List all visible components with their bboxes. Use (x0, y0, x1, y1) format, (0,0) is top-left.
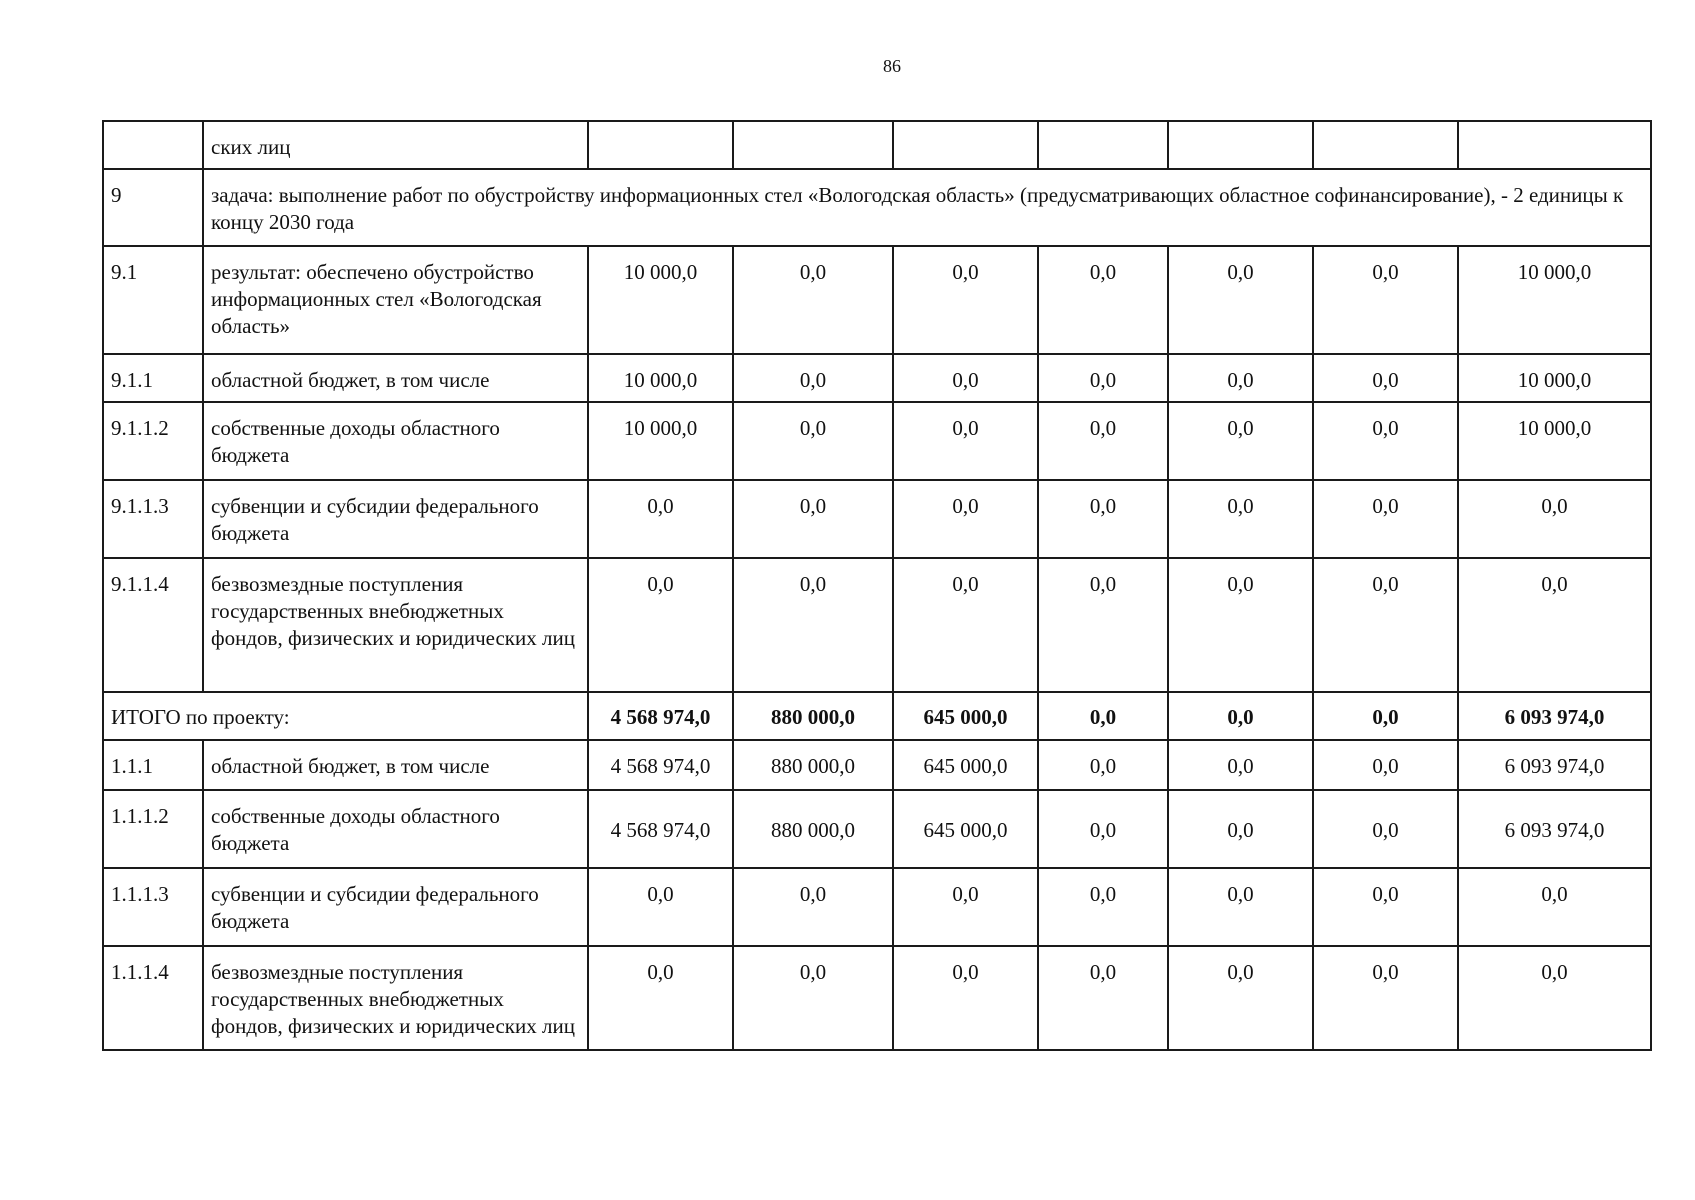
value-cell: 0,0 (1458, 480, 1651, 558)
value-cell: 0,0 (893, 246, 1038, 354)
row-name: субвенции и субсидии федерального бюджета (203, 480, 588, 558)
value-cell: 0,0 (1458, 946, 1651, 1050)
value-cell: 0,0 (733, 868, 893, 946)
table-row (103, 480, 1651, 558)
value-cell: 0,0 (1168, 354, 1313, 402)
value-cell: 10 000,0 (588, 354, 733, 402)
row-name: субвенции и субсидии федерального бюджета (203, 868, 588, 946)
value-cell: 0,0 (1168, 246, 1313, 354)
value-cell: 10 000,0 (588, 402, 733, 480)
value-cell: 0,0 (1168, 790, 1313, 868)
value-cell (1168, 121, 1313, 169)
table-body (103, 121, 1651, 1050)
value-cell: 0,0 (588, 480, 733, 558)
value-cell: 0,0 (893, 354, 1038, 402)
value-cell: 0,0 (893, 946, 1038, 1050)
value-cell: 0,0 (1038, 402, 1168, 480)
row-name: безвозмездные поступления государственных внебюджетных фондов, физических и юридических лиц (203, 558, 588, 692)
task-row (103, 169, 1651, 246)
value-cell: 0,0 (1313, 558, 1458, 692)
value-cell: 4 568 974,0 (588, 740, 733, 790)
table-row (103, 740, 1651, 790)
row-code: 9.1.1.3 (103, 480, 203, 558)
value-cell: 0,0 (893, 868, 1038, 946)
value-cell (893, 121, 1038, 169)
value-cell: 0,0 (733, 354, 893, 402)
value-cell: 0,0 (1038, 946, 1168, 1050)
value-cell: 0,0 (733, 558, 893, 692)
table-row (103, 354, 1651, 402)
value-cell: 0,0 (1168, 868, 1313, 946)
value-cell: 10 000,0 (588, 246, 733, 354)
value-cell: 0,0 (1038, 246, 1168, 354)
row-name: собственные доходы областного бюджета (203, 790, 588, 868)
value-cell (588, 121, 733, 169)
value-cell: 880 000,0 (733, 740, 893, 790)
task-code: 9 (103, 169, 203, 246)
row-code: 9.1.1.2 (103, 402, 203, 480)
value-cell: 0,0 (1313, 354, 1458, 402)
row-name: результат: обеспечено обустройство информационных стел «Вологодская область» (203, 246, 588, 354)
value-cell: 0,0 (1038, 480, 1168, 558)
table-row (103, 790, 1651, 868)
value-cell: 0,0 (1313, 402, 1458, 480)
value-cell: 10 000,0 (1458, 402, 1651, 480)
total-value-cell: 880 000,0 (733, 692, 893, 740)
value-cell: 0,0 (1313, 790, 1458, 868)
value-cell: 0,0 (1038, 790, 1168, 868)
row-code (103, 121, 203, 169)
table-row-fragment (103, 121, 1651, 169)
value-cell: 0,0 (733, 946, 893, 1050)
total-value-cell: 0,0 (1313, 692, 1458, 740)
value-cell: 0,0 (588, 558, 733, 692)
row-code: 1.1.1.3 (103, 868, 203, 946)
value-cell: 645 000,0 (893, 740, 1038, 790)
value-cell: 0,0 (1313, 246, 1458, 354)
row-code: 9.1 (103, 246, 203, 354)
value-cell: 0,0 (733, 480, 893, 558)
value-cell: 0,0 (1038, 354, 1168, 402)
row-code: 1.1.1.2 (103, 790, 203, 868)
value-cell: 0,0 (1313, 480, 1458, 558)
budget-table (102, 120, 1652, 1051)
row-name: ских лиц (203, 121, 588, 169)
value-cell: 6 093 974,0 (1458, 790, 1651, 868)
total-value-cell: 0,0 (1038, 692, 1168, 740)
value-cell (1313, 121, 1458, 169)
row-code: 9.1.1 (103, 354, 203, 402)
value-cell: 0,0 (1168, 740, 1313, 790)
value-cell: 0,0 (1038, 868, 1168, 946)
page-number: 86 (883, 56, 901, 76)
value-cell: 0,0 (1458, 868, 1651, 946)
budget-table-container (102, 120, 1650, 1051)
value-cell: 0,0 (1313, 740, 1458, 790)
value-cell: 645 000,0 (893, 790, 1038, 868)
value-cell: 0,0 (1313, 946, 1458, 1050)
value-cell: 0,0 (588, 946, 733, 1050)
value-cell: 4 568 974,0 (588, 790, 733, 868)
value-cell: 0,0 (1168, 946, 1313, 1050)
row-name: областной бюджет, в том числе (203, 354, 588, 402)
table-row (103, 868, 1651, 946)
value-cell: 0,0 (1458, 558, 1651, 692)
total-value-cell: 645 000,0 (893, 692, 1038, 740)
value-cell (1458, 121, 1651, 169)
table-row (103, 946, 1651, 1050)
total-label: ИТОГО по проекту: (103, 692, 588, 740)
value-cell: 0,0 (733, 246, 893, 354)
value-cell (733, 121, 893, 169)
value-cell: 0,0 (1168, 480, 1313, 558)
value-cell (1038, 121, 1168, 169)
value-cell: 0,0 (733, 402, 893, 480)
value-cell: 0,0 (588, 868, 733, 946)
row-code: 1.1.1 (103, 740, 203, 790)
table-row (103, 558, 1651, 692)
task-text: задача: выполнение работ по обустройству информационных стел «Вологодская область» (предусматривающих областное софинансирование), - 2 единицы к концу 2030 года (203, 169, 1651, 246)
total-row (103, 692, 1651, 740)
table-row (103, 246, 1651, 354)
value-cell: 6 093 974,0 (1458, 740, 1651, 790)
row-name: областной бюджет, в том числе (203, 740, 588, 790)
value-cell: 0,0 (1313, 868, 1458, 946)
total-value-cell: 0,0 (1168, 692, 1313, 740)
value-cell: 0,0 (1168, 402, 1313, 480)
value-cell: 10 000,0 (1458, 354, 1651, 402)
value-cell: 0,0 (893, 558, 1038, 692)
value-cell: 880 000,0 (733, 790, 893, 868)
row-code: 9.1.1.4 (103, 558, 203, 692)
row-name: собственные доходы областного бюджета (203, 402, 588, 480)
table-row (103, 402, 1651, 480)
row-name: безвозмездные поступления государственных внебюджетных фондов, физических и юридических лиц (203, 946, 588, 1050)
value-cell: 10 000,0 (1458, 246, 1651, 354)
value-cell: 0,0 (1038, 558, 1168, 692)
total-value-cell: 6 093 974,0 (1458, 692, 1651, 740)
row-code: 1.1.1.4 (103, 946, 203, 1050)
value-cell: 0,0 (1038, 740, 1168, 790)
value-cell: 0,0 (893, 480, 1038, 558)
value-cell: 0,0 (893, 402, 1038, 480)
total-value-cell: 4 568 974,0 (588, 692, 733, 740)
value-cell: 0,0 (1168, 558, 1313, 692)
